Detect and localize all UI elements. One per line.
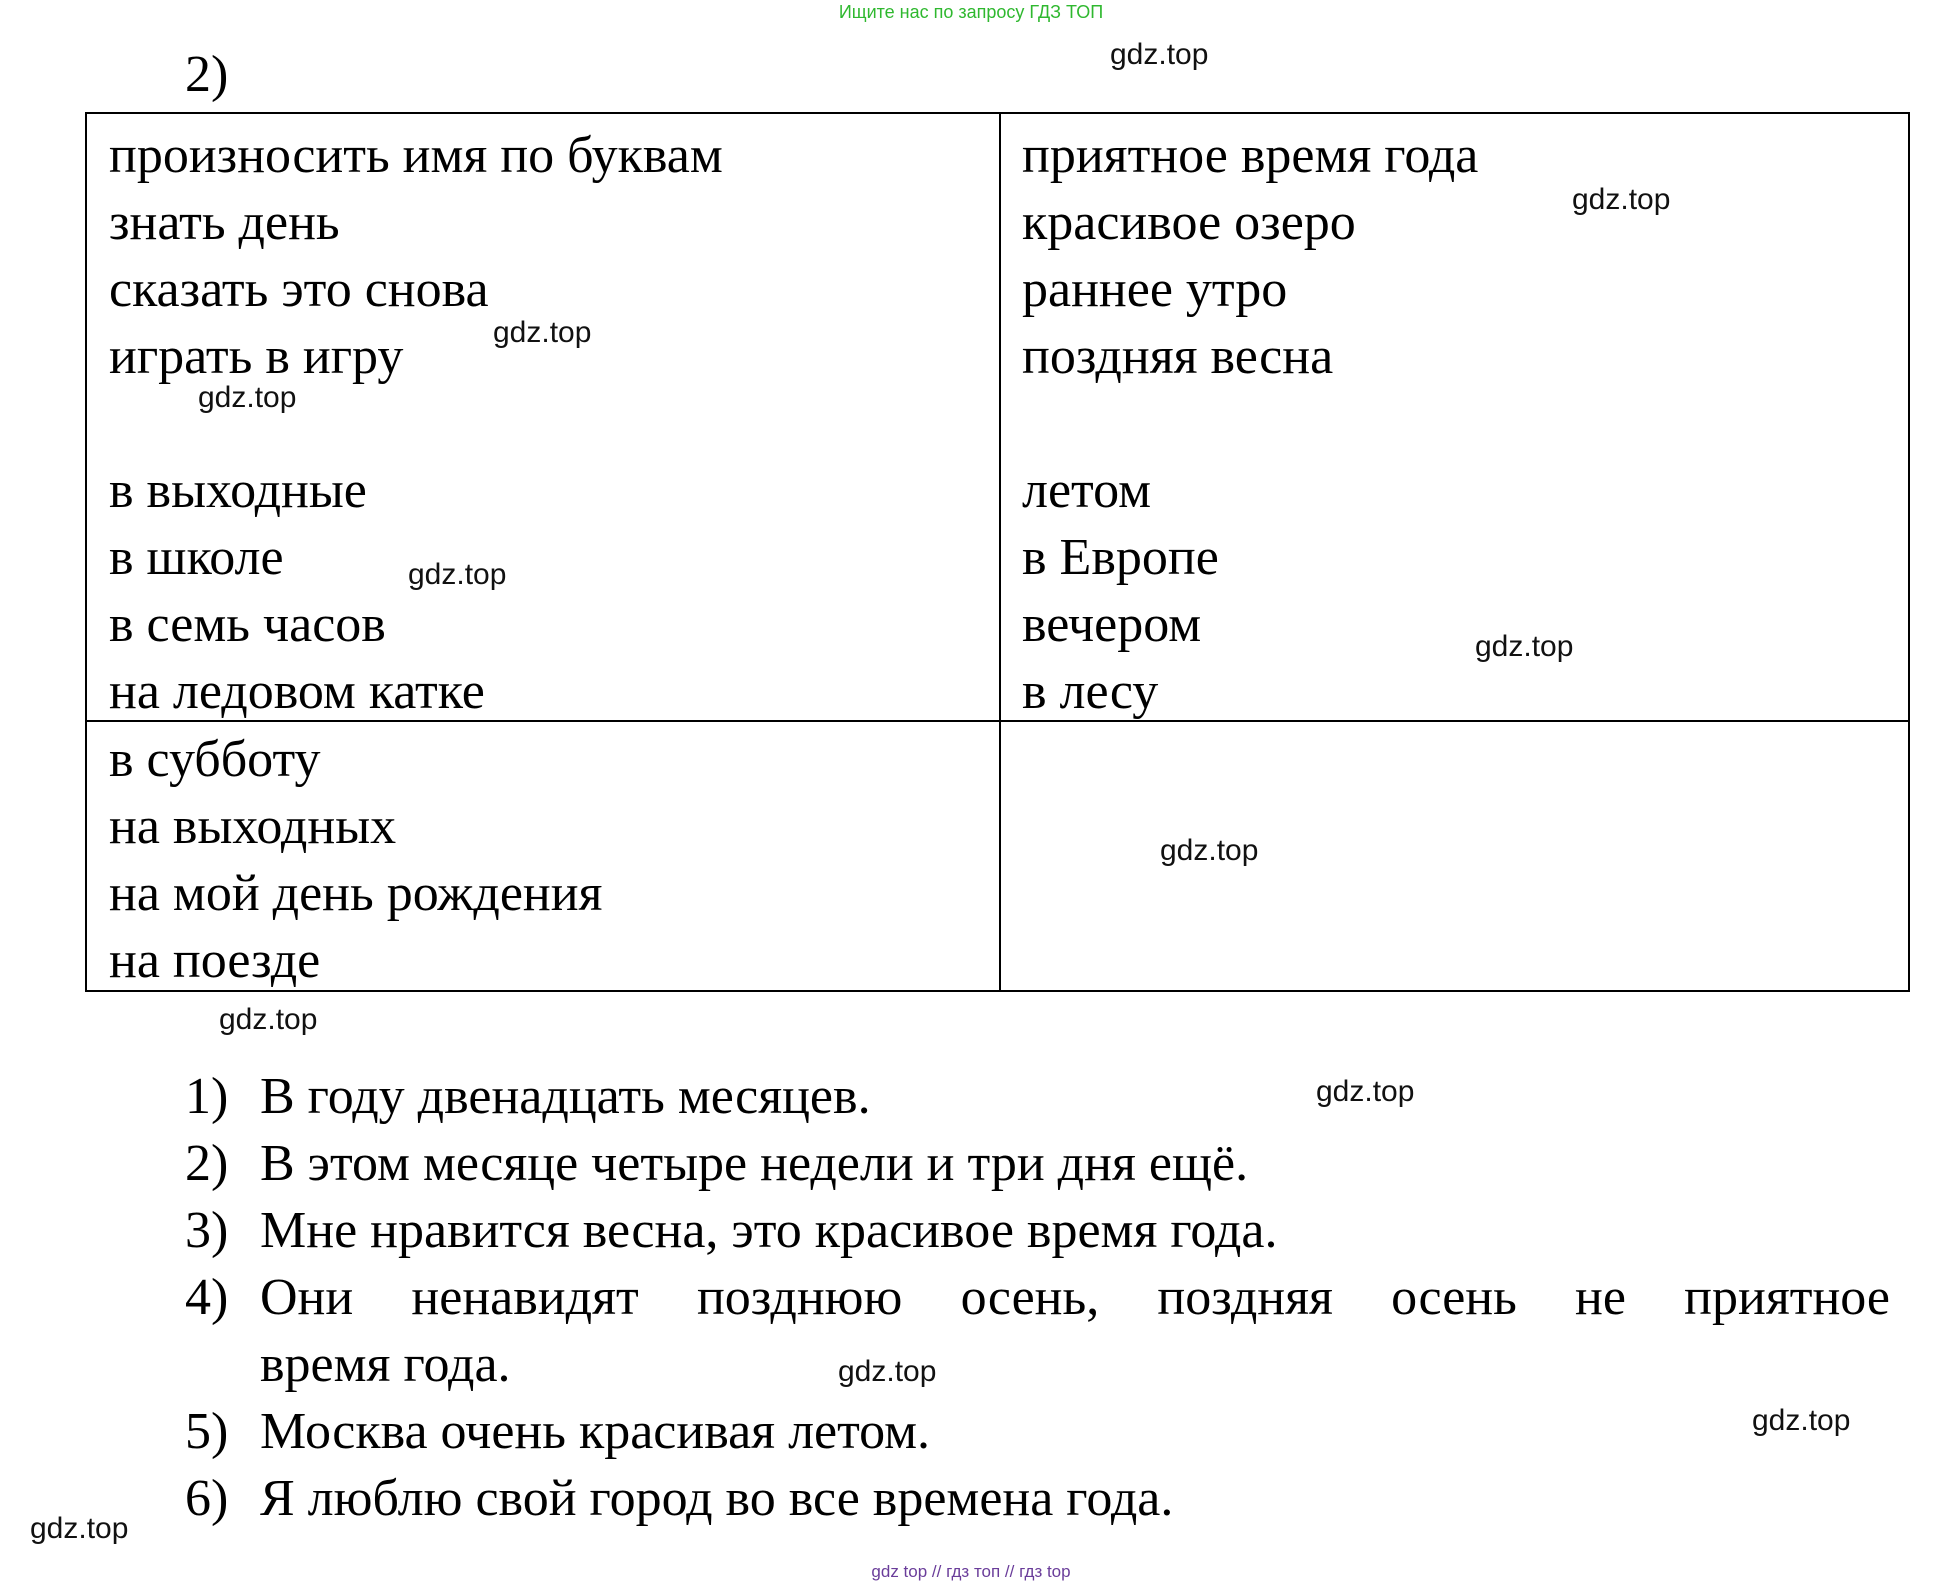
watermark: gdz.top [30,1512,129,1545]
phrase: в лесу [1022,663,1159,720]
phrase: поздняя весна [1022,328,1334,385]
sentence-text: В году двенадцать месяцев. [260,1068,871,1125]
sentence-list [185,1063,1890,1532]
cell-top-left [109,122,723,725]
sentence-text: Москва очень красивая летом. [260,1403,931,1460]
sentence-text: В этом месяце четыре недели и три дня ещё. [260,1135,1249,1192]
phrase-table [85,112,1910,992]
sentence-number: 1) [185,1068,229,1125]
section-number: 2) [185,46,229,103]
sentence-text [260,1264,1890,1398]
phrase: в семь часов [109,596,386,653]
watermark: gdz.top [198,381,297,414]
phrase: сказать это снова [109,261,489,318]
phrase: приятное время года [1022,127,1479,184]
phrase: летом [1022,462,1151,519]
phrase: на ледовом катке [109,663,485,720]
phrase: в Европе [1022,529,1219,586]
list-item [185,1264,1890,1398]
phrase: в субботу [109,731,321,788]
top-banner: Ищите нас по запросу ГДЗ ТОП [838,2,1104,22]
watermark: gdz.top [838,1355,937,1388]
phrase: на выходных [109,798,397,855]
sentence-number: 5) [185,1403,229,1460]
cell-bottom-left [109,726,602,994]
sentence-text-line: время года. [260,1336,511,1393]
list-item [185,1197,1890,1264]
list-item [185,1398,1890,1465]
phrase: в школе [109,529,284,586]
watermark: gdz.top [1110,38,1209,71]
watermark: gdz.top [1475,630,1574,663]
phrase: произносить имя по буквам [109,127,723,184]
sentence-number: 4) [185,1269,229,1326]
phrase: на мой день рождения [109,865,603,922]
list-item [185,1465,1890,1532]
watermark: gdz.top [493,316,592,349]
watermark: gdz.top [219,1003,318,1036]
list-item [185,1130,1890,1197]
cell-top-right [1022,122,1478,725]
phrase: раннее утро [1022,261,1288,318]
phrase: вечером [1022,596,1202,653]
watermark: gdz.top [1752,1404,1851,1437]
watermark: gdz.top [1572,183,1671,216]
watermark: gdz.top [1160,834,1259,867]
phrase: на поезде [109,932,321,989]
table-vertical-divider [999,114,1001,990]
footer: gdz top // гдз топ // гдз top [871,1562,1071,1581]
phrase: играть в игру [109,328,404,385]
sentence-number: 6) [185,1470,229,1527]
phrase: в выходные [109,462,367,519]
sentence-text: Я люблю свой город во все времена года. [260,1470,1174,1527]
sentence-number: 2) [185,1135,229,1192]
list-item [185,1063,1890,1130]
sentence-text-line: Они ненавидят позднюю осень, поздняя осень не приятное [260,1269,1890,1326]
sentence-text: Мне нравится весна, это красивое время года. [260,1202,1278,1259]
sentence-number: 3) [185,1202,229,1259]
phrase: красивое озеро [1022,194,1356,251]
watermark: gdz.top [408,558,507,591]
phrase: знать день [109,194,340,251]
watermark: gdz.top [1316,1075,1415,1108]
